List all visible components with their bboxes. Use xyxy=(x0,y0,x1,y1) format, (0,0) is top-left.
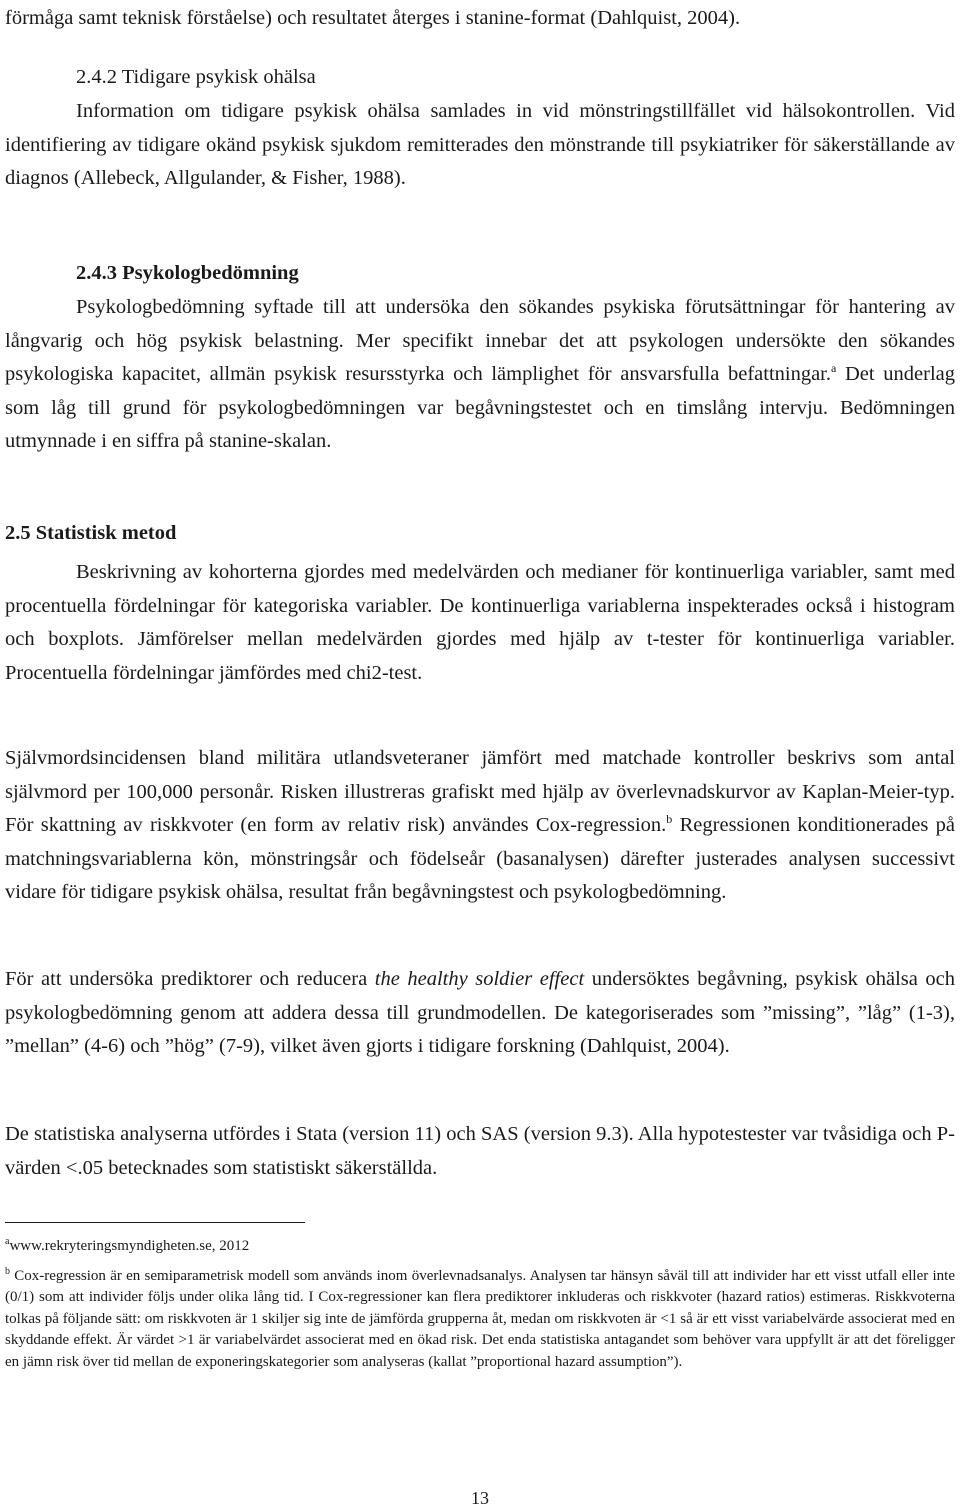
section-25-para2-a: Självmordsincidensen bland militära utlandsveteraner jämfört med matchade kontroller beskrivs som antal självmord per 100,000 personår. Risken illustreras grafiskt med hjälp av överlevnadskurvor av Kaplan-Meier-typ. För skattning av riskkvoter (en form av relativ risk) användes Cox-regression. xyxy=(5,747,955,836)
footnotes xyxy=(5,1236,955,1373)
section-25-para1: Beskrivning av kohorterna gjordes med medelvärden och medianer för kontinuerliga variabler, samt med procentuella fördelningar för kategoriska variabler. De kontinuerliga variablerna inspekterades också i histogram och boxplots. Jämförelser mellan medelvärden gjordes med hjälp av t-tester för kontinuerliga variabler. Procentuella fördelningar jämfördes med chi2-test. xyxy=(5,561,955,684)
footnote-b-text: Cox-regression är en semiparametrisk modell som används inom överlevnadsanalys. Analysen tar hänsyn såväl till att individer har ett visst utfall eller inte (0/1) som att individer följs under olika lång tid. I Cox-regressioner kan flera prediktorer inkluderas och riskkvoter (hazard ratios) estimeras. Riskkvoterna tolkas på följande sätt: om riskkvoten är 1 skiljer sig inte de jämförda grupperna åt, medan om riskkvoten är <1 så är ett visst variabelvärde associerat med en skyddande effekt. Är värdet >1 är variabelvärdet associerat med en ökad risk. Det enda statistiska antagandet som behöver vara uppfyllt är att det föreligger en jämn risk över tid mellan de exponeringskategorier som analyseras (kallat ”proportional hazard assumption”). xyxy=(5,1267,955,1370)
footnote-ref-a: a xyxy=(831,361,837,376)
footnote-b xyxy=(5,1266,955,1374)
section-25-para2-b: Regressionen konditionerades på matchningsvariablerna kön, mönstringsår och födelseår (basanalysen) därefter justerades analysen successivt vidare för tidigare psykisk ohälsa, resultat från begåvningstest och psykologbedömning. xyxy=(5,814,955,903)
emphasis-healthy-soldier-effect: the healthy soldier effect xyxy=(374,968,585,990)
page-number: 13 xyxy=(471,1488,489,1508)
footnote-a-text: www.rekryteringsmyndigheten.se, 2012 xyxy=(9,1238,250,1254)
top-fragment: förmåga samt teknisk förståelse) och resultatet återges i stanine-format (Dahlquist, 2004). xyxy=(5,7,741,29)
section-242-text: Information om tidigare psykisk ohälsa samlades in vid mönstringstillfället vid hälsokontrollen. Vid identifiering av tidigare okänd psykisk sjukdom remitterades den mönstrande till psykiatriker för säkerställande av diagnos (Allebeck, Allgulander, & Fisher, 1988). xyxy=(5,100,955,189)
section-heading-242: 2.4.2 Tidigare psykisk ohälsa xyxy=(76,66,316,88)
section-243-text xyxy=(5,291,955,459)
footnote-a-mark: a xyxy=(5,1236,10,1247)
section-25-para3 xyxy=(5,963,955,1064)
section-25-para2 xyxy=(5,742,955,910)
footnote-b-mark: b xyxy=(5,1265,10,1277)
section-243-text-b: Det underlag som låg till grund för psykologbedömningen var begåvningstestet och en timslång intervju. Bedömningen utmynnade i en siffra på stanine-skalan. xyxy=(5,363,955,452)
section-25-para3-b: undersöktes begåvning, psykisk ohälsa och psykologbedömning genom att addera dessa till grundmodellen. De kategoriserades som ”missing”, ”låg” (1-3), ”mellan” (4-6) och ”hög” (7-9), vilket även gjorts i tidigare forskning (Dahlquist, 2004). xyxy=(5,968,955,1057)
section-25-para3-a: För att undersöka prediktorer och reducera xyxy=(5,968,375,990)
footnote-ref-b: b xyxy=(666,812,673,827)
section-243-text-a: Psykologbedömning syftade till att undersöka den sökandes psykiska förutsättningar för hantering av långvarig och hög psykisk belastning. Mer specifikt innebar det att psykologen undersökte den sökandes psykologiska kapacitet, allmän psykisk resursstyrka och lämplighet för ansvarsfulla befattningar. xyxy=(5,296,955,385)
section-heading-243: 2.4.3 Psykologbedömning xyxy=(76,262,299,284)
section-25-para4: De statistiska analyserna utfördes i Stata (version 11) och SAS (version 9.3). Alla hypotestester var tvåsidiga och P-värden <.05 betecknades som statistiskt säkerställda. xyxy=(5,1123,955,1179)
section-heading-25: 2.5 Statistisk metod xyxy=(5,522,177,544)
footnote-a xyxy=(5,1236,955,1258)
footnote-divider xyxy=(5,1222,305,1223)
